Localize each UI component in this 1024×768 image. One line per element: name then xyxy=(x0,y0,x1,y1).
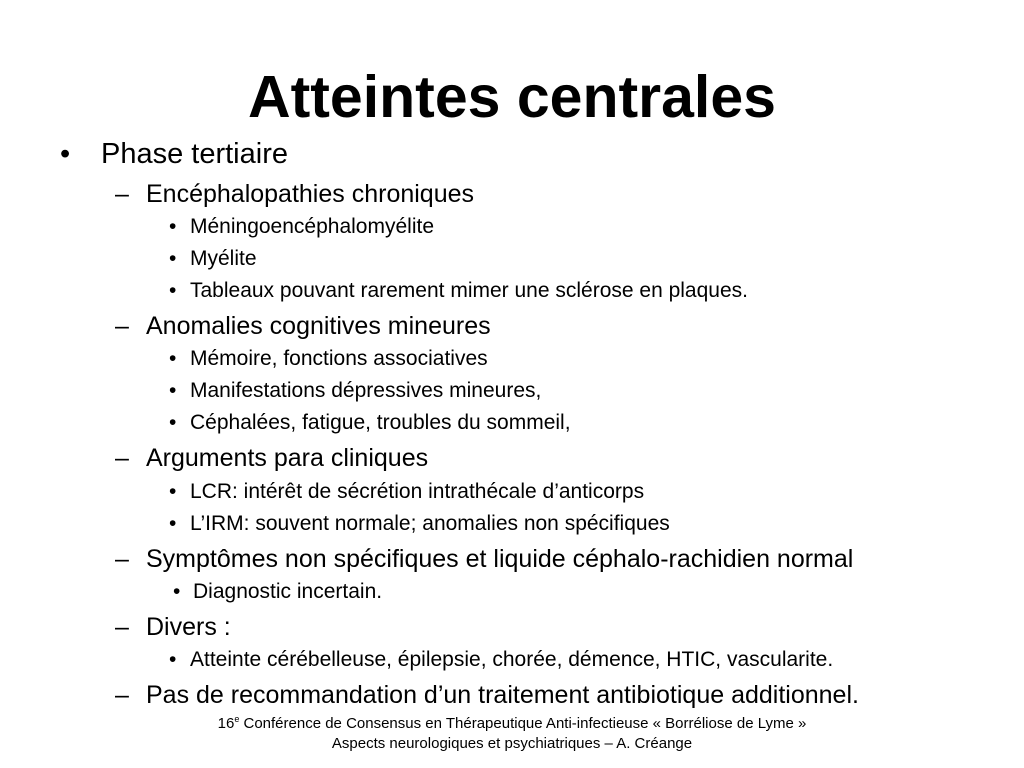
bullet-marker-level1: • xyxy=(60,138,71,170)
sub-bullet-marker: • xyxy=(169,480,177,503)
bullet-phase-tertiaire: Phase tertiaire xyxy=(101,138,288,170)
sub-bullet-marker: • xyxy=(169,379,177,402)
subitem-anomalies-cognitives: Anomalies cognitives mineures xyxy=(146,312,491,340)
subsubitem-irm: L’IRM: souvent normale; anomalies non spécifiques xyxy=(190,512,670,535)
slide-title: Atteintes centrales xyxy=(248,64,776,130)
subsubitem-meningo: Méningoencéphalomyélite xyxy=(190,215,434,238)
subsubitem-manifestations: Manifestations dépressives mineures, xyxy=(190,379,542,402)
sub-bullet-marker: • xyxy=(169,512,177,535)
subsubitem-diagnostic: Diagnostic incertain. xyxy=(193,580,383,603)
subitem-recommandation: Pas de recommandation d’un traitement antibiotique additionnel. xyxy=(146,681,859,709)
sub-bullet-marker: • xyxy=(173,580,181,603)
dash-marker: – xyxy=(115,312,129,340)
sub-bullet-marker: • xyxy=(169,411,177,434)
slide-footer xyxy=(0,714,1024,754)
sub-bullet-marker: • xyxy=(169,347,177,370)
footer-superscript: e xyxy=(234,714,240,724)
dash-marker: – xyxy=(115,681,129,709)
subitem-divers: Divers : xyxy=(146,613,231,641)
subsubitem-lcr: LCR: intérêt de sécrétion intrathécale d’anticorps xyxy=(190,480,645,503)
dash-marker: – xyxy=(115,444,129,472)
footer-line-2: Aspects neurologiques et psychiatriques – A. Créange xyxy=(331,735,693,752)
subsubitem-myelite: Myélite xyxy=(190,247,257,270)
footer-conference-text: Conférence de Consensus en Thérapeutique Anti-infectieuse « Borréliose de Lyme » xyxy=(239,715,807,732)
sub-bullet-marker: • xyxy=(169,648,177,671)
footer-conference-number: 16 xyxy=(217,715,235,732)
dash-marker: – xyxy=(115,545,129,573)
subsubitem-tableaux: Tableaux pouvant rarement mimer une sclérose en plaques. xyxy=(190,279,748,302)
sub-bullet-marker: • xyxy=(169,247,177,270)
dash-marker: – xyxy=(115,613,129,641)
sub-bullet-marker: • xyxy=(169,279,177,302)
subitem-arguments: Arguments para cliniques xyxy=(146,444,429,472)
dash-marker: – xyxy=(115,180,129,208)
subsubitem-memoire: Mémoire, fonctions associatives xyxy=(190,347,488,370)
subitem-symptomes: Symptômes non spécifiques et liquide céphalo-rachidien normal xyxy=(146,545,854,573)
subitem-encephalopathies: Encéphalopathies chroniques xyxy=(146,180,475,208)
sub-bullet-marker: • xyxy=(169,215,177,238)
subsubitem-atteinte: Atteinte cérébelleuse, épilepsie, chorée, démence, HTIC, vascularite. xyxy=(190,648,834,671)
footer-line-1 xyxy=(0,714,1024,734)
subsubitem-cephalees: Céphalées, fatigue, troubles du sommeil, xyxy=(190,411,571,434)
